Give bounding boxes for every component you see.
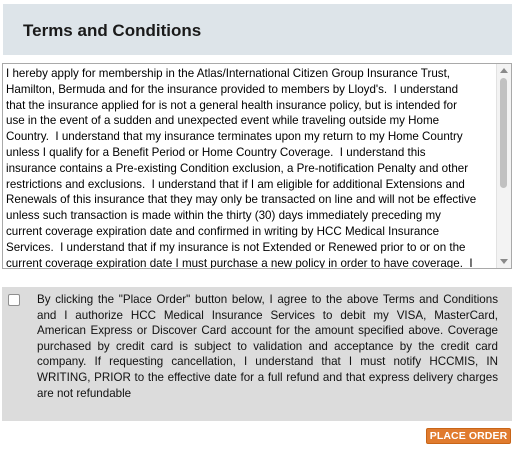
agreement-panel <box>2 287 512 421</box>
scroll-down-icon[interactable] <box>500 259 508 264</box>
agree-checkbox[interactable] <box>8 294 20 306</box>
terms-header <box>3 4 512 55</box>
agreement-text: By clicking the "Place Order" button below, I agree to the above Terms and Conditions and I authorize HCC Medical Insurance Services to debit my VISA, MasterCard, American Express or Discover Card account for the amount specified above. Coverage purchased by credit card is subject to validation and acceptance by the credit card company. If requesting cancellation, I understand that I must notify HCCMIS, IN WRITING, PRIOR to the effective date for a full refund and that express delivery charges are not refundable <box>37 293 498 400</box>
scroll-up-icon[interactable] <box>500 68 508 73</box>
terms-textarea[interactable] <box>2 63 512 269</box>
place-order-button[interactable]: PLACE ORDER <box>426 428 511 444</box>
terms-scrollbar[interactable] <box>496 64 511 268</box>
scroll-thumb[interactable] <box>500 78 507 188</box>
page-title: Terms and Conditions <box>23 21 202 40</box>
terms-text: I hereby apply for membership in the Atlas/International Citizen Group Insurance Trust, Hamilton, Bermuda and for the insurance provided to members by Lloyd's. I understand that the insurance applied for is not a general health insurance policy, but is intended for use in the event of a sudden and unexpected event while traveling outside my Home Country. I understand that my insurance terminates upon my return to my Home Country unless I qualify for a Benefit Period or Home Country Coverage. I understand this insurance contains a Pre-existing Condition exclusion, a Pre-notification Penalty and other restrictions and exclusions. I understand that if I am eligible for additional Extensions and Renewals of this insurance that they may only be transacted on line and will not be effective unless such transaction is made within the thirty (30) days immediately preceding my current coverage expiration date and confirmed in writing by HCC Medical Insurance Services. I understand that if my insurance is not Extended or Renewed prior to or on the current coverage expiration date I must purchase a new policy in order to have coverage. I <box>6 67 477 269</box>
